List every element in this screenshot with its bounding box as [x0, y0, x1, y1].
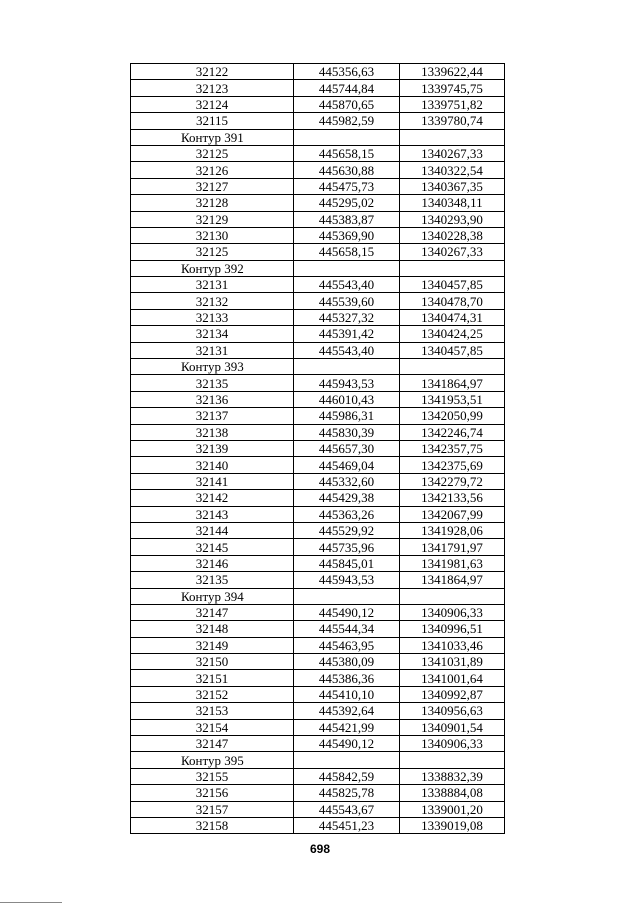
x-coordinate-cell: 445391,42 — [294, 326, 400, 342]
page-number: 698 — [309, 842, 331, 856]
table-row — [131, 408, 505, 424]
point-id-cell: 32131 — [131, 342, 294, 358]
y-coordinate-cell: 1340956,63 — [400, 703, 505, 719]
contour-header-row — [131, 588, 505, 604]
x-coordinate-cell: 445429,38 — [294, 490, 400, 506]
y-coordinate-cell: 1340457,85 — [400, 277, 505, 293]
x-coordinate-cell: 445842,59 — [294, 768, 400, 784]
y-coordinate-cell: 1339001,20 — [400, 801, 505, 817]
point-id-cell: 32125 — [131, 244, 294, 260]
y-coordinate-cell: 1341791,97 — [400, 539, 505, 555]
table-row — [131, 391, 505, 407]
table-row — [131, 211, 505, 227]
x-coordinate-cell: 445543,67 — [294, 801, 400, 817]
y-coordinate-cell: 1340478,70 — [400, 293, 505, 309]
table-row — [131, 293, 505, 309]
y-coordinate-cell: 1342375,69 — [400, 457, 505, 473]
point-id-cell: 32158 — [131, 817, 294, 833]
table-row — [131, 473, 505, 489]
y-coordinate-cell: 1342246,74 — [400, 424, 505, 440]
point-id-cell: 32126 — [131, 162, 294, 178]
y-coordinate-cell: 1339780,74 — [400, 113, 505, 129]
x-coordinate-cell: 445943,53 — [294, 375, 400, 391]
table-row — [131, 178, 505, 194]
y-coordinate-cell: 1341864,97 — [400, 375, 505, 391]
contour-label: Контур 394 — [131, 588, 294, 604]
table-row — [131, 424, 505, 440]
point-id-cell: 32151 — [131, 670, 294, 686]
point-id-cell: 32132 — [131, 293, 294, 309]
y-coordinate-cell: 1340228,38 — [400, 227, 505, 243]
table-row — [131, 277, 505, 293]
point-id-cell: 32149 — [131, 637, 294, 653]
point-id-cell: 32138 — [131, 424, 294, 440]
y-coordinate-cell: 1340901,54 — [400, 719, 505, 735]
x-coordinate-cell: 445544,34 — [294, 621, 400, 637]
contour-header-row — [131, 260, 505, 276]
table-row — [131, 801, 505, 817]
empty-cell — [400, 129, 505, 145]
table-row — [131, 670, 505, 686]
point-id-cell: 32125 — [131, 145, 294, 161]
point-id-cell: 32154 — [131, 719, 294, 735]
contour-label: Контур 391 — [131, 129, 294, 145]
point-id-cell: 32122 — [131, 64, 294, 80]
table-row — [131, 506, 505, 522]
x-coordinate-cell: 445469,04 — [294, 457, 400, 473]
point-id-cell: 32139 — [131, 440, 294, 456]
table-row — [131, 113, 505, 129]
point-id-cell: 32157 — [131, 801, 294, 817]
point-id-cell: 32144 — [131, 522, 294, 538]
point-id-cell: 32140 — [131, 457, 294, 473]
table-row — [131, 80, 505, 96]
x-coordinate-cell: 445543,40 — [294, 277, 400, 293]
point-id-cell: 32146 — [131, 555, 294, 571]
contour-header-row — [131, 359, 505, 375]
table-row — [131, 309, 505, 325]
x-coordinate-cell: 445386,36 — [294, 670, 400, 686]
table-row — [131, 768, 505, 784]
x-coordinate-cell: 445363,26 — [294, 506, 400, 522]
point-id-cell: 32148 — [131, 621, 294, 637]
x-coordinate-cell: 445410,10 — [294, 686, 400, 702]
empty-cell — [400, 359, 505, 375]
point-id-cell: 32150 — [131, 654, 294, 670]
coordinates-table — [130, 63, 505, 834]
point-id-cell: 32156 — [131, 785, 294, 801]
y-coordinate-cell: 1341864,97 — [400, 572, 505, 588]
point-id-cell: 32133 — [131, 309, 294, 325]
point-id-cell: 32155 — [131, 768, 294, 784]
point-id-cell: 32147 — [131, 604, 294, 620]
y-coordinate-cell: 1338832,39 — [400, 768, 505, 784]
y-coordinate-cell: 1341001,64 — [400, 670, 505, 686]
x-coordinate-cell: 445986,31 — [294, 408, 400, 424]
x-coordinate-cell: 445982,59 — [294, 113, 400, 129]
y-coordinate-cell: 1340322,54 — [400, 162, 505, 178]
contour-header-row — [131, 752, 505, 768]
table-row — [131, 227, 505, 243]
x-coordinate-cell: 445543,40 — [294, 342, 400, 358]
table-row — [131, 244, 505, 260]
y-coordinate-cell: 1340906,33 — [400, 604, 505, 620]
x-coordinate-cell: 445539,60 — [294, 293, 400, 309]
point-id-cell: 32141 — [131, 473, 294, 489]
point-id-cell: 32147 — [131, 736, 294, 752]
empty-cell — [400, 260, 505, 276]
y-coordinate-cell: 1340348,11 — [400, 195, 505, 211]
x-coordinate-cell: 445332,60 — [294, 473, 400, 489]
table-row — [131, 621, 505, 637]
empty-cell — [400, 588, 505, 604]
empty-cell — [294, 359, 400, 375]
y-coordinate-cell: 1342050,99 — [400, 408, 505, 424]
table-row — [131, 555, 505, 571]
table-row — [131, 686, 505, 702]
y-coordinate-cell: 1342067,99 — [400, 506, 505, 522]
y-coordinate-cell: 1339019,08 — [400, 817, 505, 833]
table-row — [131, 736, 505, 752]
x-coordinate-cell: 445383,87 — [294, 211, 400, 227]
x-coordinate-cell: 445658,15 — [294, 145, 400, 161]
y-coordinate-cell: 1339745,75 — [400, 80, 505, 96]
y-coordinate-cell: 1340293,90 — [400, 211, 505, 227]
y-coordinate-cell: 1340267,33 — [400, 145, 505, 161]
contour-label: Контур 395 — [131, 752, 294, 768]
table-row — [131, 326, 505, 342]
x-coordinate-cell: 445490,12 — [294, 604, 400, 620]
y-coordinate-cell: 1342357,75 — [400, 440, 505, 456]
x-coordinate-cell: 445380,09 — [294, 654, 400, 670]
empty-cell — [294, 260, 400, 276]
empty-cell — [294, 752, 400, 768]
y-coordinate-cell: 1340367,35 — [400, 178, 505, 194]
x-coordinate-cell: 445356,63 — [294, 64, 400, 80]
point-id-cell: 32128 — [131, 195, 294, 211]
point-id-cell: 32123 — [131, 80, 294, 96]
x-coordinate-cell: 445658,15 — [294, 244, 400, 260]
footer-rule — [0, 902, 62, 903]
table-row — [131, 654, 505, 670]
y-coordinate-cell: 1340906,33 — [400, 736, 505, 752]
table-row — [131, 342, 505, 358]
y-coordinate-cell: 1340992,87 — [400, 686, 505, 702]
point-id-cell: 32127 — [131, 178, 294, 194]
point-id-cell: 32152 — [131, 686, 294, 702]
point-id-cell: 32145 — [131, 539, 294, 555]
table-row — [131, 522, 505, 538]
contour-label: Контур 393 — [131, 359, 294, 375]
point-id-cell: 32153 — [131, 703, 294, 719]
y-coordinate-cell: 1339622,44 — [400, 64, 505, 80]
x-coordinate-cell: 445295,02 — [294, 195, 400, 211]
y-coordinate-cell: 1340267,33 — [400, 244, 505, 260]
x-coordinate-cell: 445744,84 — [294, 80, 400, 96]
coordinates-table-body — [131, 64, 505, 834]
table-row — [131, 195, 505, 211]
table-row — [131, 785, 505, 801]
table-row — [131, 637, 505, 653]
x-coordinate-cell: 445529,92 — [294, 522, 400, 538]
x-coordinate-cell: 445475,73 — [294, 178, 400, 194]
y-coordinate-cell: 1341031,89 — [400, 654, 505, 670]
table-row — [131, 539, 505, 555]
table-row — [131, 145, 505, 161]
x-coordinate-cell: 445392,64 — [294, 703, 400, 719]
y-coordinate-cell: 1341928,06 — [400, 522, 505, 538]
y-coordinate-cell: 1342133,56 — [400, 490, 505, 506]
point-id-cell: 32134 — [131, 326, 294, 342]
y-coordinate-cell: 1341033,46 — [400, 637, 505, 653]
x-coordinate-cell: 445630,88 — [294, 162, 400, 178]
table-row — [131, 490, 505, 506]
contour-header-row — [131, 129, 505, 145]
point-id-cell: 32136 — [131, 391, 294, 407]
x-coordinate-cell: 445830,39 — [294, 424, 400, 440]
point-id-cell: 32131 — [131, 277, 294, 293]
table-row — [131, 457, 505, 473]
x-coordinate-cell: 446010,43 — [294, 391, 400, 407]
y-coordinate-cell: 1340474,31 — [400, 309, 505, 325]
y-coordinate-cell: 1341981,63 — [400, 555, 505, 571]
x-coordinate-cell: 445327,32 — [294, 309, 400, 325]
x-coordinate-cell: 445490,12 — [294, 736, 400, 752]
x-coordinate-cell: 445451,23 — [294, 817, 400, 833]
point-id-cell: 32137 — [131, 408, 294, 424]
table-row — [131, 604, 505, 620]
x-coordinate-cell: 445825,78 — [294, 785, 400, 801]
table-row — [131, 572, 505, 588]
point-id-cell: 32135 — [131, 572, 294, 588]
x-coordinate-cell: 445870,65 — [294, 96, 400, 112]
empty-cell — [400, 752, 505, 768]
y-coordinate-cell: 1339751,82 — [400, 96, 505, 112]
point-id-cell: 32115 — [131, 113, 294, 129]
point-id-cell: 32124 — [131, 96, 294, 112]
y-coordinate-cell: 1340457,85 — [400, 342, 505, 358]
table-row — [131, 96, 505, 112]
table-row — [131, 162, 505, 178]
empty-cell — [294, 129, 400, 145]
point-id-cell: 32129 — [131, 211, 294, 227]
x-coordinate-cell: 445943,53 — [294, 572, 400, 588]
y-coordinate-cell: 1340424,25 — [400, 326, 505, 342]
table-row — [131, 64, 505, 80]
x-coordinate-cell: 445657,30 — [294, 440, 400, 456]
point-id-cell: 32130 — [131, 227, 294, 243]
table-row — [131, 817, 505, 833]
y-coordinate-cell: 1342279,72 — [400, 473, 505, 489]
x-coordinate-cell: 445369,90 — [294, 227, 400, 243]
x-coordinate-cell: 445845,01 — [294, 555, 400, 571]
table-row — [131, 703, 505, 719]
contour-label: Контур 392 — [131, 260, 294, 276]
table-row — [131, 375, 505, 391]
x-coordinate-cell: 445421,99 — [294, 719, 400, 735]
y-coordinate-cell: 1338884,08 — [400, 785, 505, 801]
empty-cell — [294, 588, 400, 604]
x-coordinate-cell: 445463,95 — [294, 637, 400, 653]
point-id-cell: 32143 — [131, 506, 294, 522]
point-id-cell: 32142 — [131, 490, 294, 506]
point-id-cell: 32135 — [131, 375, 294, 391]
y-coordinate-cell: 1341953,51 — [400, 391, 505, 407]
table-row — [131, 719, 505, 735]
y-coordinate-cell: 1340996,51 — [400, 621, 505, 637]
table-row — [131, 440, 505, 456]
x-coordinate-cell: 445735,96 — [294, 539, 400, 555]
